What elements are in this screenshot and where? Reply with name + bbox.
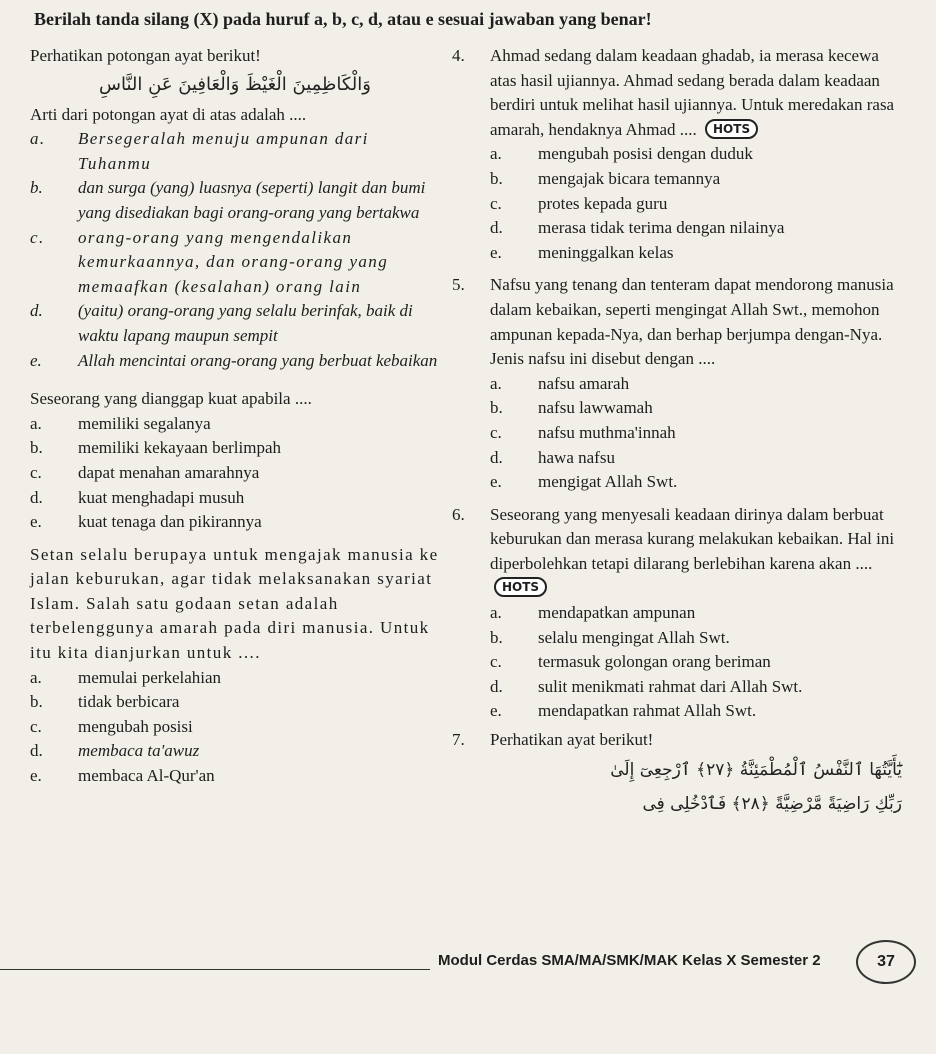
page-number: 37 <box>856 940 916 984</box>
option-d[interactable]: d. kuat menghadapi musuh <box>30 487 245 507</box>
question-7: 7. Perhatikan ayat berikut! <box>452 728 902 753</box>
question-6: 6. Seseorang yang menyesali keadaan dirinya dalam berbuat keburukan dan merasa kurang melakukan kebaikan. Hal ini diperbolehkan tetapi dilarang berlebihan karena akan .... HOTS <box>452 503 902 601</box>
question-stem: Seseorang yang dianggap kuat apabila .... <box>30 389 312 409</box>
question-stem: Ahmad sedang dalam keadaan ghadab, ia merasa kecewa atas hasil ujiannya. Ahmad sedang berada dalam keadaan berdiri untuk melihat hasil ujiannya. Untuk meredakan rasa amarah, hendaknya Ahmad .... <box>490 46 895 139</box>
left-column <box>30 44 440 789</box>
option-c[interactable]: c. protes kepada guru <box>490 193 668 213</box>
option-b[interactable]: b. mengajak bicara temannya <box>490 168 721 188</box>
option-b[interactable]: b. memiliki kekayaan berlimpah <box>30 438 281 458</box>
option-d[interactable]: d. membaca ta'awuz <box>30 741 200 761</box>
option-d[interactable]: d. merasa tidak terima dengan nilainya <box>490 218 785 238</box>
option-b[interactable]: b. tidak berbicara <box>30 692 180 712</box>
option-a[interactable]: a. Bersegeralah menuju ampunan dari Tuhanmu <box>30 129 369 173</box>
option-a[interactable]: a. memiliki segalanya <box>30 413 211 433</box>
question-stem: Nafsu yang tenang dan tenteram dapat mendorong manusia dalam kebaikan, seperti mengingat Allah Swt., memohon ampunan kepada-Nya, dan berhap berjumpa dengan-Nya. Jenis nafsu ini disebut dengan .... <box>490 275 894 369</box>
question-stem: Perhatikan ayat berikut! <box>490 730 654 750</box>
footer-title: Modul Cerdas SMA/MA/SMK/MAK Kelas X Semester 2 <box>438 952 821 969</box>
hots-badge: HOTS <box>494 577 547 597</box>
footer-divider <box>0 969 430 970</box>
hots-badge: HOTS <box>705 119 758 139</box>
option-a[interactable]: a. mengubah posisi dengan duduk <box>490 144 753 164</box>
option-d[interactable]: d. sulit menikmati rahmat dari Allah Swt. <box>490 676 803 696</box>
option-c[interactable]: c. dapat menahan amarahnya <box>30 462 260 482</box>
option-e[interactable]: e. mendapatkan rahmat Allah Swt. <box>490 701 757 721</box>
option-b[interactable]: b. nafsu lawwamah <box>490 398 653 418</box>
option-d[interactable]: d. hawa nafsu <box>490 447 615 467</box>
question-stem: Setan selalu berupaya untuk mengajak manusia ke jalan keburukan, agar tidak melaksanakan syariat Islam. Salah satu godaan setan adalah terbelenggunya amarah pada diri manusia. Untuk itu kita dianjurkan untuk .... <box>30 544 439 663</box>
arabic-verse: وَالْكَاظِمِينَ الْغَيْظَ وَالْعَافِينَ عَنِ النَّاسِ <box>99 74 371 96</box>
option-a[interactable]: a. memulai perkelahian <box>30 667 222 687</box>
option-a[interactable]: a. mendapatkan ampunan <box>490 603 696 623</box>
option-e[interactable]: e. membaca Al-Qur'an <box>30 766 215 786</box>
option-c[interactable]: c. nafsu muthma'innah <box>490 422 676 442</box>
question-stem: Arti dari potongan ayat di atas adalah .... <box>30 104 307 124</box>
question-intro: Perhatikan potongan ayat berikut! <box>30 46 261 65</box>
question-4: 4. Ahmad sedang dalam keadaan ghadab, ia merasa kecewa atas hasil ujiannya. Ahmad sedang berada dalam keadaan berdiri untuk melihat hasil ujiannya. Untuk meredakan rasa amarah, hendaknya Ahmad .... HOTS <box>452 46 895 139</box>
option-b[interactable]: b. dan surga (yang) luasnya (seperti) langit dan bumi yang disediakan bagi orang-orang yang bertakwa <box>30 178 426 222</box>
question-stem: Seseorang yang menyesali keadaan dirinya dalam berbuat keburukan dan merasa kurang melakukan kebaikan. Hal ini diperbolehkan tetapi dilarang berlebihan karena akan .... <box>490 504 895 573</box>
arabic-verse-line-2: رَبِّكِ رَاضِيَةً مَّرْضِيَّةً ﴿٢٨﴾ فَٱدْخُلِى فِى <box>642 793 902 814</box>
arabic-verse-line-1: يَٰٓأَيَّتُهَا ٱلنَّفْسُ ٱلْمُطْمَئِنَّةُ ﴿٢٧﴾ ٱرْجِعِىٓ إِلَىٰ <box>610 759 902 780</box>
option-e[interactable]: e. meninggalkan kelas <box>490 242 674 262</box>
option-d[interactable]: d. (yaitu) orang-orang yang selalu berinfak, baik di waktu lapang maupun sempit <box>30 301 413 345</box>
option-e[interactable]: e. Allah mencintai orang-orang yang berbuat kebaikan <box>30 350 438 370</box>
option-b[interactable]: b. selalu mengingat Allah Swt. <box>490 627 730 647</box>
option-a[interactable]: a. nafsu amarah <box>490 373 630 393</box>
instruction: Berilah tanda silang (X) pada huruf a, b, c, d, atau e sesuai jawaban yang benar! <box>34 9 652 29</box>
option-e[interactable]: e. mengigat Allah Swt. <box>490 472 678 492</box>
option-c[interactable]: c. orang-orang yang mengendalikan kemurkaannya, dan orang-orang yang memaafkan (kesalahan) orang lain <box>30 227 389 296</box>
right-column <box>452 44 902 821</box>
option-c[interactable]: c. mengubah posisi <box>30 716 193 736</box>
question-5: 5. Nafsu yang tenang dan tenteram dapat mendorong manusia dalam kebaikan, seperti mengingat Allah Swt., memohon ampunan kepada-Nya, dan berhap berjumpa dengan-Nya. Jenis nafsu ini disebut dengan .... <box>452 273 902 371</box>
option-e[interactable]: e. kuat tenaga dan pikirannya <box>30 512 262 532</box>
option-c[interactable]: c. termasuk golongan orang beriman <box>490 652 771 672</box>
